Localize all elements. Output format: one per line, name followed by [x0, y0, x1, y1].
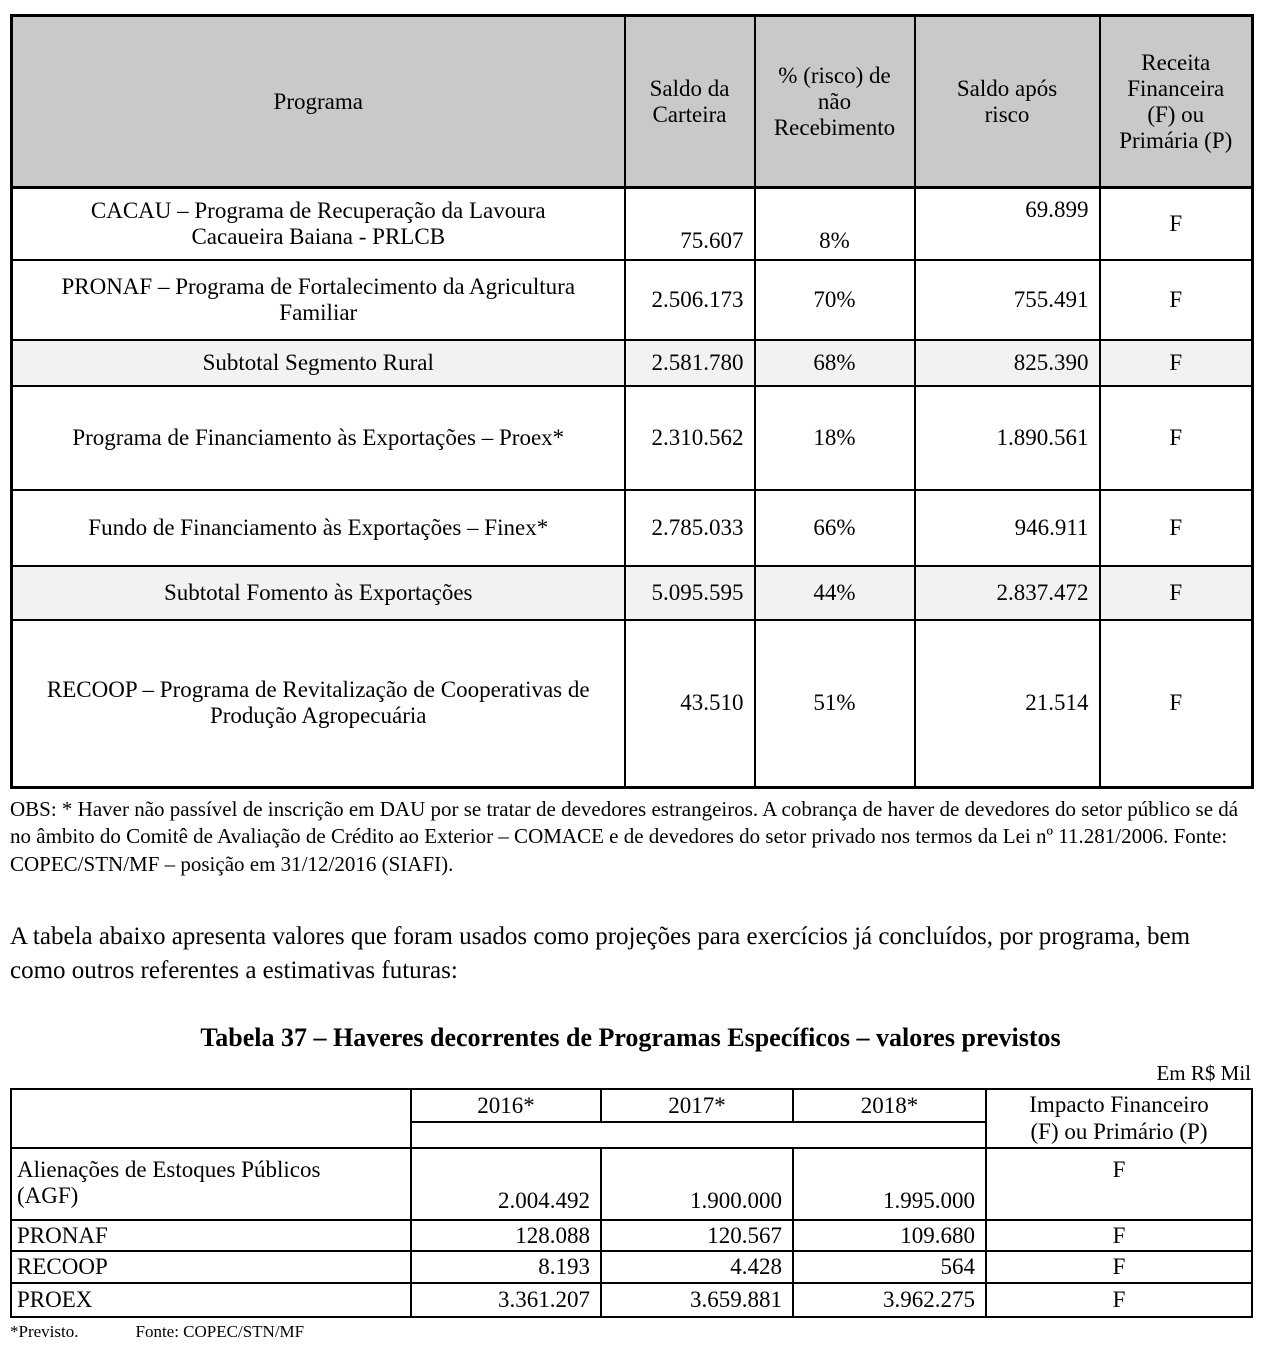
cell-risco: 44% [755, 566, 915, 620]
col-header-2016: 2016* [411, 1089, 601, 1122]
cell-risco: 51% [755, 620, 915, 788]
cell-impacto: F [986, 1283, 1252, 1317]
label-text: PROEX [17, 1287, 93, 1313]
table-row-subtotal-rural [12, 340, 1253, 386]
table-row-recoop [12, 620, 1253, 788]
cell-programa [12, 620, 625, 788]
table-row-proex [12, 386, 1253, 490]
cell-2017: 3.659.881 [601, 1283, 793, 1317]
table-row-pronaf [12, 260, 1253, 340]
table2-row-recoop [11, 1251, 1252, 1283]
cell-receita: F [1100, 188, 1253, 260]
cell-programa [12, 260, 625, 340]
cell-programa [12, 566, 625, 620]
table-header-row [12, 16, 1253, 188]
cell-risco: 68% [755, 340, 915, 386]
cell-programa [12, 340, 625, 386]
cell-programa [12, 188, 625, 260]
table2-title: Tabela 37 – Haveres decorrentes de Programas Específicos – valores previstos [200, 1023, 1061, 1053]
cell-impacto: F [986, 1220, 1252, 1251]
table2-header-row [11, 1089, 1252, 1122]
cell-risco: 8% [755, 188, 915, 260]
cell-risco: 18% [755, 386, 915, 490]
label-text: RECOOP [17, 1254, 108, 1280]
cell-saldo-carteira: 43.510 [625, 620, 755, 788]
cell-saldo-carteira: 2.581.780 [625, 340, 755, 386]
cell-saldo-carteira: 75.607 [625, 188, 755, 260]
table2-footnotes [10, 1322, 1251, 1342]
cell-saldo-apos-risco: 2.837.472 [915, 566, 1100, 620]
cell-label [11, 1251, 411, 1283]
cell-receita: F [1100, 340, 1253, 386]
cell-label [11, 1148, 411, 1220]
cell-impacto: F [986, 1148, 1252, 1220]
cell-saldo-carteira: 2.310.562 [625, 386, 755, 490]
cell-saldo-carteira: 5.095.595 [625, 566, 755, 620]
cell-receita: F [1100, 260, 1253, 340]
col-header-programa: Programa [12, 16, 625, 188]
col-header-saldo-apos-risco: Saldo após risco [915, 16, 1100, 188]
cell-2017: 4.428 [601, 1251, 793, 1283]
col-header-2018: 2018* [793, 1089, 986, 1122]
cell-receita: F [1100, 490, 1253, 566]
cell-saldo-carteira: 2.785.033 [625, 490, 755, 566]
cell-2018: 1.995.000 [793, 1148, 986, 1220]
cell-2018: 109.680 [793, 1220, 986, 1251]
table-row-subtotal-exportacoes [12, 566, 1253, 620]
cell-label [11, 1283, 411, 1317]
programa-text: Fundo de Financiamento às Exportações – Finex* [88, 514, 549, 540]
cell-saldo-apos-risco: 69.899 [915, 188, 1100, 260]
cell-saldo-apos-risco: 1.890.561 [915, 386, 1100, 490]
table2-row-pronaf [11, 1220, 1252, 1251]
table2-row-agf [11, 1148, 1252, 1220]
table-valores-previstos [10, 1088, 1253, 1318]
col-header-2017: 2017* [601, 1089, 793, 1122]
cell-saldo-apos-risco: 21.514 [915, 620, 1100, 788]
cell-2016: 2.004.492 [411, 1148, 601, 1220]
programa-text: CACAU – Programa de Recuperação da Lavoura Cacaueira Baiana - PRLCB [90, 197, 546, 249]
table-row-finex [12, 490, 1253, 566]
unit-label: Em R$ Mil [1156, 1061, 1251, 1086]
impacto-header-line1: Impacto Financeiro [1029, 1092, 1209, 1118]
programa-text: Programa de Financiamento às Exportações – Proex* [72, 424, 565, 450]
cell-receita: F [1100, 620, 1253, 788]
cell-saldo-apos-risco: 755.491 [915, 260, 1100, 340]
cell-programa [12, 386, 625, 490]
corner-cell [11, 1089, 411, 1148]
table-haveres-risco [10, 14, 1254, 789]
col-header-risco: % (risco) de não Recebimento [755, 16, 915, 188]
col-header-impacto [986, 1089, 1252, 1148]
impacto-header-line2: (F) ou Primário (P) [1030, 1118, 1208, 1144]
cell-2016: 3.361.207 [411, 1283, 601, 1317]
label-text: Alienações de Estoques Públicos (AGF) [17, 1157, 321, 1209]
table-row-cacau [12, 188, 1253, 260]
cell-risco: 70% [755, 260, 915, 340]
table2-row-proex [11, 1283, 1252, 1317]
cell-label [11, 1220, 411, 1251]
cell-saldo-apos-risco: 825.390 [915, 340, 1100, 386]
cell-2017: 120.567 [601, 1220, 793, 1251]
cell-2018: 3.962.275 [793, 1283, 986, 1317]
cell-2016: 128.088 [411, 1220, 601, 1251]
cell-receita: F [1100, 386, 1253, 490]
col-header-saldo-carteira: Saldo da Carteira [625, 16, 755, 188]
cell-2016: 8.193 [411, 1251, 601, 1283]
cell-saldo-carteira: 2.506.173 [625, 260, 755, 340]
programa-text: PRONAF – Programa de Fortalecimento da Agricultura Familiar [61, 273, 576, 325]
cell-receita: F [1100, 566, 1253, 620]
programa-text: Subtotal Fomento às Exportações [163, 579, 473, 605]
footnote-fonte: Fonte: COPEC/STN/MF [135, 1322, 305, 1342]
intro-paragraph: A tabela abaixo apresenta valores que foram usados como projeções para exercícios já concluídos, por programa, bem como outros referentes a estimativas futuras: [10, 922, 1191, 984]
label-text: PRONAF [17, 1222, 108, 1248]
footnote-previsto: *Previsto. [10, 1322, 79, 1342]
empty-subheader-cell [411, 1122, 986, 1148]
col-header-receita: Receita Financeira (F) ou Primária (P) [1100, 16, 1253, 188]
obs-note: OBS: * Haver não passível de inscrição em DAU por se tratar de devedores estrangeiros. A cobrança de haver de devedores do setor público se dá no âmbito do Comitê de Avaliação de Crédito ao Exterior – COMACE e de devedores do setor privado nos termos da Lei nº 11.281/2006. Fonte: COPEC/STN/MF – posição em 31/12/2016 (SIAFI). [10, 797, 1239, 876]
cell-2018: 564 [793, 1251, 986, 1283]
programa-text: RECOOP – Programa de Revitalização de Cooperativas de Produção Agropecuária [46, 677, 590, 729]
programa-text: Subtotal Segmento Rural [202, 349, 434, 375]
cell-saldo-apos-risco: 946.911 [915, 490, 1100, 566]
cell-impacto: F [986, 1251, 1252, 1283]
cell-2017: 1.900.000 [601, 1148, 793, 1220]
cell-risco: 66% [755, 490, 915, 566]
cell-programa [12, 490, 625, 566]
